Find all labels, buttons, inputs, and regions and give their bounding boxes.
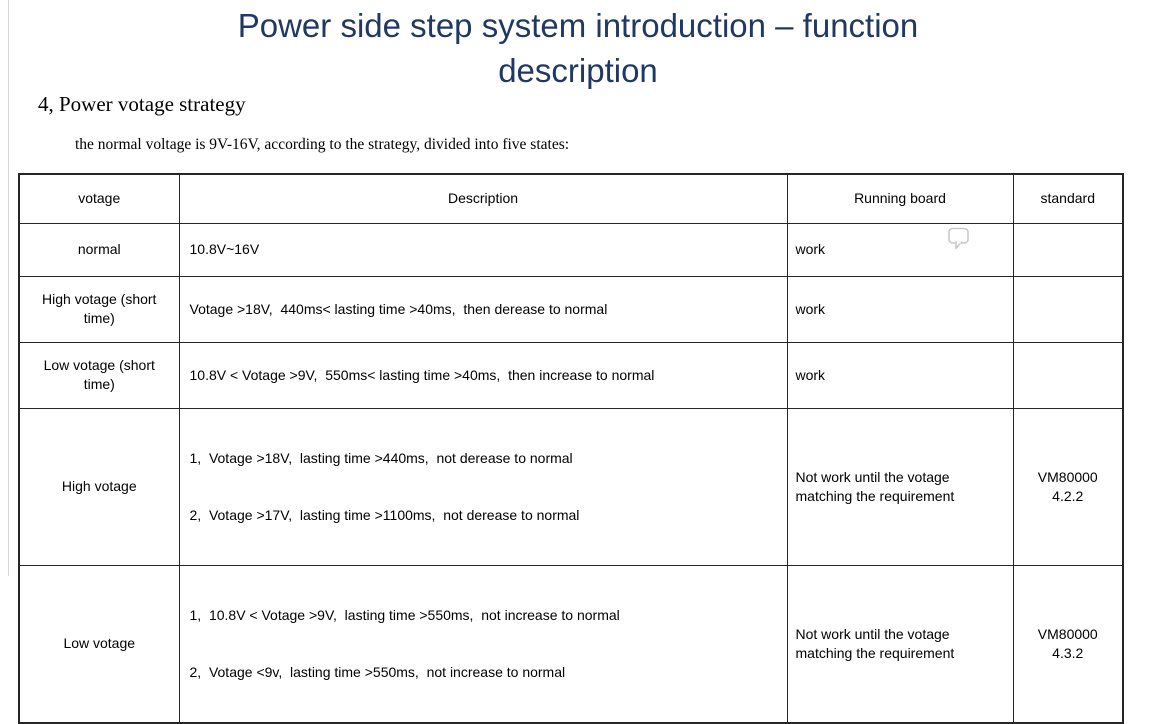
description-line-2: 2, Votage <9v, lasting time >550ms, not increase to normal xyxy=(189,663,566,680)
voltage-strategy-table xyxy=(18,173,1124,724)
description-line-1: 1, 10.8V < Votage >9V, lasting time >550ms, not increase to normal xyxy=(189,606,620,623)
table-row-low-votage-short xyxy=(19,342,1123,408)
cell-description xyxy=(179,565,787,723)
standard-section: 4.2.2 xyxy=(1052,487,1084,504)
description-line-1: 1, Votage >18V, lasting time >440ms, not derease to normal xyxy=(189,449,573,466)
running-board-text: work xyxy=(795,241,826,257)
table-row-low-votage xyxy=(19,565,1123,723)
cell-votage: High votage (short time) xyxy=(19,276,179,342)
cell-description: Votage >18V, 440ms< lasting time >40ms, then derease to normal xyxy=(179,276,787,342)
cell-running-board: Not work until the votage matching the requirement xyxy=(787,565,1013,723)
cell-standard xyxy=(1013,408,1123,565)
col-header-running-board: Running board xyxy=(787,174,1013,223)
cell-votage: normal xyxy=(19,223,179,276)
cell-running-board: work xyxy=(787,276,1013,342)
cell-votage: Low votage (short time) xyxy=(19,342,179,408)
cell-standard xyxy=(1013,565,1123,723)
cell-votage: High votage xyxy=(19,408,179,565)
page-title-line-2: description xyxy=(498,52,658,89)
cell-description xyxy=(179,408,787,565)
standard-code: VM80000 xyxy=(1037,625,1098,642)
page-title-line-1: Power side step system introduction – function xyxy=(237,7,919,44)
cell-description: 10.8V < Votage >9V, 550ms< lasting time >40ms, then increase to normal xyxy=(179,342,787,408)
intro-text: the normal voltage is 9V-16V, according to the strategy, divided into five states: xyxy=(75,136,570,153)
table-row-high-votage-short xyxy=(19,276,1123,342)
cell-standard xyxy=(1013,223,1123,276)
standard-code: VM80000 xyxy=(1037,468,1098,485)
table-row-normal xyxy=(19,223,1123,276)
description-line-2: 2, Votage >17V, lasting time >1100ms, not derease to normal xyxy=(189,506,580,523)
col-header-votage: votage xyxy=(19,174,179,223)
cell-running-board xyxy=(787,223,1013,276)
cell-running-board: Not work until the votage matching the requirement xyxy=(787,408,1013,565)
cell-description: 10.8V~16V xyxy=(179,223,787,276)
cell-running-board: work xyxy=(787,342,1013,408)
standard-section: 4.3.2 xyxy=(1052,644,1084,661)
cell-standard xyxy=(1013,276,1123,342)
table-row-high-votage xyxy=(19,408,1123,565)
col-header-description: Description xyxy=(179,174,787,223)
comment-bubble-icon[interactable] xyxy=(948,227,970,251)
cell-standard xyxy=(1013,342,1123,408)
cell-votage: Low votage xyxy=(19,565,179,723)
col-header-standard: standard xyxy=(1013,174,1123,223)
section-heading: 4, Power votage strategy xyxy=(38,92,246,116)
page-title xyxy=(0,3,1156,93)
table-header-row xyxy=(19,174,1123,223)
